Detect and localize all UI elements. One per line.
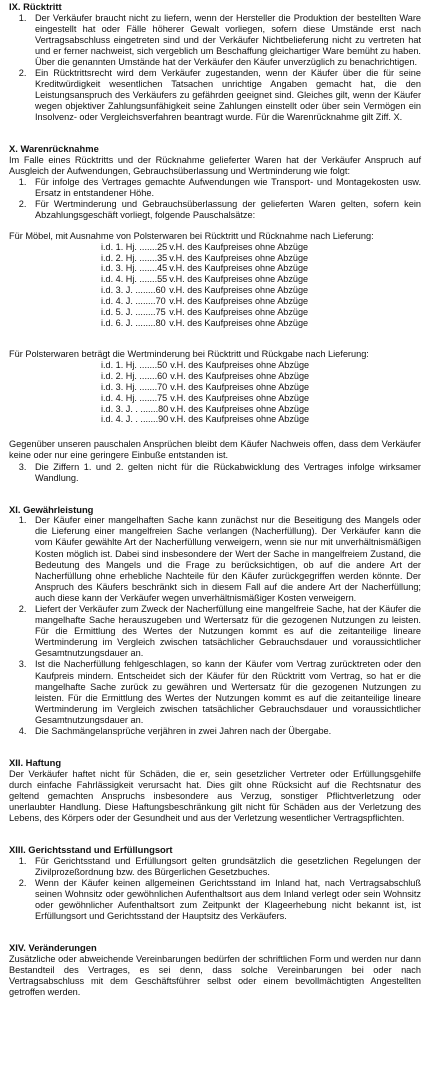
section-title: XIV. Veränderungen [9,942,97,954]
rate-text: v.H. des Kaufpreises ohne Abzüge [169,241,309,252]
section-gewaehrleistung [9,504,421,737]
rate-period: i.d. 4. Hj. .......75 [101,392,168,403]
table-row [101,414,309,425]
rate-period: i.d. 4. J. ........70 [101,296,166,307]
rate-text: v.H. des Kaufpreises ohne Abzüge [170,359,310,370]
rate-period: i.d. 2. Hj. .......60 [101,370,168,381]
section-ruecktritt [9,1,421,123]
rate-text: v.H. des Kaufpreises ohne Abzüge [169,307,309,318]
section-veraenderungen [9,942,421,998]
upholstery-rates-heading: Für Polsterwaren beträgt die Wertminderung bei Rücktritt und Rückgabe nach Lieferung: [9,348,369,359]
rate-period: i.d. 2. Hj. .......35 [101,252,168,263]
section-title: XI. Gewährleistung [9,503,94,515]
rate-text: v.H. des Kaufpreises ohne Abzüge [169,252,309,263]
rate-text: v.H. des Kaufpreises ohne Abzüge [170,381,310,392]
rate-text: v.H. des Kaufpreises ohne Abzüge [169,296,309,307]
closing-paragraph: Gegenüber unseren pauschalen Ansprüchen bleibt dem Käufer Nachweis offen, dass dem Verkäufer keine oder nur eine geringere Einbuße entstanden ist. [9,439,421,461]
rate-period: i.d. 5. J. ........75 [101,307,166,318]
list-item: 2. Für Wertminderung und Gebrauchsüberlassung der gelieferten Waren gelten, sofern kein Abzahlungsgeschäft vorliegt, folgende Pauschalsätze: [29,199,421,221]
section-title: XII. Haftung [9,757,62,769]
table-row [101,296,308,307]
list-item: 2. Liefert der Verkäufer zum Zweck der Nacherfüllung eine mangelfreie Sache, hat der Käufer die mangelhafte Sache herauszugeben und Wertersatz für die gezogenen Nutzungen zu leisten. Für die Ermittlung des Wertes der Nutzungen kommt es auf die zeitanteilige lineare Wertminderung im Vergleich zwischen tatsächlicher Gebrauchsdauer und voraussichtlicher Gesamtnutzungsdauer an. [29,604,421,659]
list-item: 3. Ist die Nacherfüllung fehlgeschlagen, so kann der Käufer vom Vertrag zurücktreten oder den Kaufpreis mindern. Entscheidet sich der Käufer für den Rücktritt vom Vertrag, so hat er die mangelhafte Sache zurück zu gewähren und Wertersatz für die gezogenen Nutzungen zu leisten. Für die Ermittlung des Wertes der Nutzungen kommt es auf die zeitanteilige lineare Wertminderung im Vergleich zwischen tatsächlicher Gebrauchsdauer und voraussichtlicher Gesamtnutzungsdauer an. [29,659,421,726]
numbered-list [9,13,421,124]
section-haftung [9,757,421,824]
rate-text: v.H. des Kaufpreises ohne Abzüge [170,392,310,403]
section-gerichtsstand [9,844,421,922]
rate-text: v.H. des Kaufpreises ohne Abzüge [169,263,309,274]
list-item: 1. Für Gerichtsstand und Erfüllungsort gelten grundsätzlich die gesetzlichen Regelungen der Zivilprozeßordnung bzw. des Bürgerlichen Gesetzbuches. [29,856,421,878]
numbered-list [9,856,421,923]
section-intro: Im Falle eines Rücktritts und der Rücknahme gelieferter Waren hat der Verkäufer Anspruch auf Ausgleich der Aufwendungen, Gebrauchsüberlassung und Wertminderung wie folgt: [9,154,421,177]
furniture-rates-heading: Für Möbel, mit Ausnahme von Polsterwaren bei Rücktritt und Rücknahme nach Lieferung: [9,230,374,241]
rate-period: i.d. 4. Hj. .......55 [101,274,168,285]
table-row [101,393,309,404]
rate-period: i.d. 3. J. . .......80 [101,403,169,414]
rate-text: v.H. des Kaufpreises ohne Abzüge [170,414,310,425]
rate-period: i.d. 3. Hj. .......70 [101,381,168,392]
list-item: 1. Der Verkäufer braucht nicht zu liefern, wenn der Hersteller die Produktion der bestellten Ware eingestellt hat oder Fälle höherer Gewalt vorliegen, sofern diese Umstände erst nach Vertragsabschluss eingetreten sind und der Verkäufer Nichtbelieferung nicht zu vertreten hat und er ferner nachweist, sich vergeblich um Beschaffung gleichartiger Ware bemüht zu haben. Über die genannten Umstände hat der Verkäufer den Käufer unverzüglich zu benachrichtigen. [29,13,421,68]
table-row [101,242,308,253]
rate-text: v.H. des Kaufpreises ohne Abzüge [170,370,310,381]
section-text: Der Verkäufer haftet nicht für Schäden, die er, sein gesetzlicher Vertreter oder Erfüllungsgehilfe durch einfache Fahrlässigkeit verursacht hat. Dies gilt ohne Rücksicht auf die Rechtsnatur des geltend gemachten Anspruchs insbesondere aus Verzug, sonstiger Pflichtverletzung oder unerlaubter Handlung. Diese Haftungsbeschränkung gilt nicht für Schäden aus der Verletzung des Lebens, des Körpers oder der Gesundheit und aus der Verletzung wesentlicher Vertragspflichten. [9,768,421,823]
upholstery-rates-table [101,360,309,425]
numbered-list [9,515,421,737]
numbered-list [9,177,421,221]
table-row [101,263,308,274]
table-row [101,307,308,318]
rate-period: i.d. 3. Hj. .......45 [101,263,168,274]
rate-period: i.d. 6. J. ........80 [101,317,166,328]
table-row [101,404,309,415]
section-title: XIII. Gerichtsstand und Erfüllungsort [9,844,173,856]
rate-period: i.d. 3. J. ........60 [101,285,166,296]
rate-text: v.H. des Kaufpreises ohne Abzüge [169,274,309,285]
table-row [101,360,309,371]
furniture-rates-table [101,242,308,329]
section-text: Zusätzliche oder abweichende Vereinbarungen bedürfen der schriftlichen Form und werden nur dann Bestandteil des Vertrages, es sei denn, dass solche Vereinbarungen bei oder nach Vertragsabschluss mit dem Geschäftsführer selbst oder einem bevollmächtigten Angestellten getroffen werden. [9,953,421,997]
table-row [101,371,309,382]
section-warenruecknahme [9,143,421,483]
table-row [101,253,308,264]
rate-period: i.d. 1. Hj. .......50 [101,359,168,370]
rate-text: v.H. des Kaufpreises ohne Abzüge [169,317,309,328]
list-item: 3. Die Ziffern 1. und 2. gelten nicht für die Rückabwicklung des Vertrages infolge wirksamer Wandlung. [29,462,421,484]
numbered-list [9,462,421,484]
table-row [101,285,308,296]
table-row [101,318,308,329]
list-item: 1. Für infolge des Vertrages gemachte Aufwendungen wie Transport- und Montagekosten usw. Ersatz in entstandener Höhe. [29,177,421,199]
list-item: 1. Der Käufer einer mangelhaften Sache kann zunächst nur die Beseitigung des Mangels oder die Lieferung einer mangelfreien Sache verlangen (Nacherfüllung). Der Verkäufer kann die vom Käufer gewählte Art der Nacherfüllung verweigern, wenn sie nur mit unverhältnismäßigen Kosten möglich ist. Dabei sind insbesondere der Wert der Sache in mangelfreiem Zustand, die Bedeutung des Mangels und die Frage zu berücksichtigen, ob auf die andere Art der Nacherfüllung ohne erhebliche Nachteile für den Käufer zurückgegriffen werden könnte. Der Anspruch des Käufers beschränkt sich in diesem Fall auf die andere Art der Nacherfüllung; auch diese kann der Verkäufer wegen unverhältnismäßiger Kosten verweigern. [29,515,421,604]
rate-period: i.d. 4. J. . .......90 [101,414,169,425]
table-row [101,382,309,393]
section-title: IX. Rücktritt [9,1,62,12]
table-row [101,274,308,285]
rate-period: i.d. 1. Hj. .......25 [101,241,168,252]
list-item: 2. Ein Rücktrittsrecht wird dem Verkäufer zugestanden, wenn der Käufer über die für seine Kreditwürdigkeit wesentlichen Tatsachen unrichtige Angaben gemacht hat, die den Leistungsanspruch des Verkäufers zu gefährden geeignet sind. Gleiches gilt, wenn der Käufer wegen objektiver Zahlungsunfähigkeit seine Zahlungen einstellt oder über sein Vermögen ein Insolvenz- oder Vergleichsverfahren beantragt wurde. Für die Warenrücknahme gilt Ziff. X. [29,68,421,123]
list-item: 4. Die Sachmängelansprüche verjähren in zwei Jahren nach der Übergabe. [29,726,421,737]
rate-text: v.H. des Kaufpreises ohne Abzüge [169,285,309,296]
rate-text: v.H. des Kaufpreises ohne Abzüge [170,403,310,414]
list-item: 2. Wenn der Käufer keinen allgemeinen Gerichtsstand im Inland hat, nach Vertragsabschluß seinen Wohnsitz oder gewöhnlichen Aufenthaltsort aus dem Inland verlegt oder sein Wohnsitz oder gewöhnlicher Aufenthaltsort zum Zeitpunkt der Klageerhebung nicht bekannt ist, ist Erfüllungsort und Gerichtsstand der Hauptsitz des Verkäufers. [29,878,421,922]
section-title: X. Warenrücknahme [9,143,99,155]
